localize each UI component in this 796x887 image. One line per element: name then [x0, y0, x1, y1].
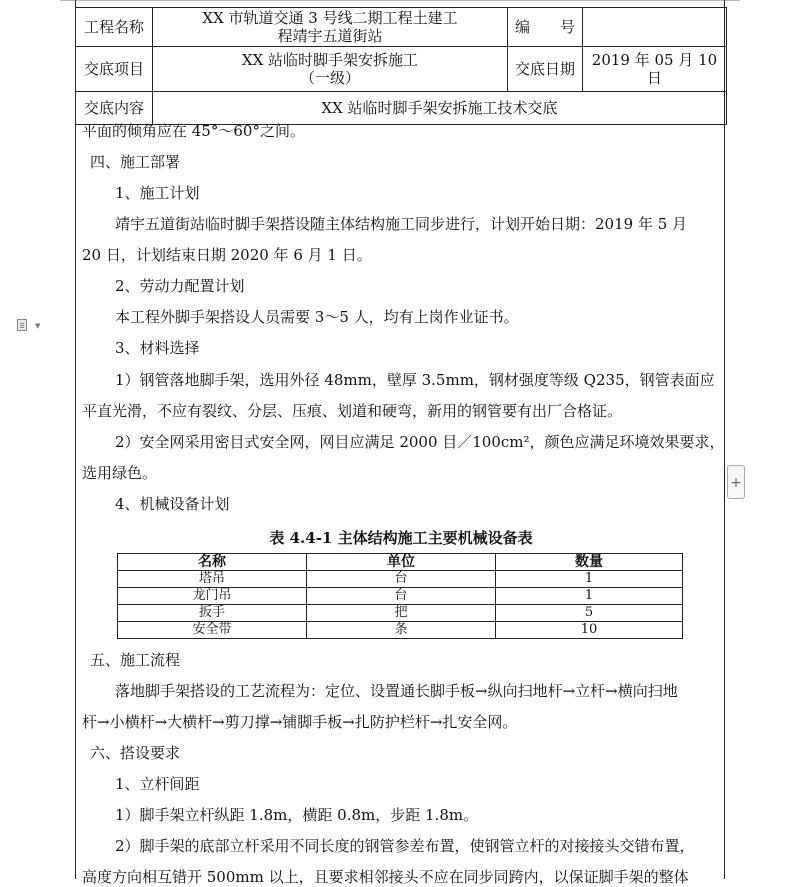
table-row — [118, 588, 683, 605]
number-label: 编 号 — [508, 8, 583, 47]
project-name-label: 工程名称 — [76, 8, 153, 47]
add-button[interactable]: + — [727, 465, 745, 499]
equipment-unit: 台 — [307, 588, 496, 605]
subsection-heading: 1、立杆间距 — [115, 775, 200, 793]
equipment-quantity: 1 — [496, 571, 683, 588]
equipment-quantity: 5 — [496, 605, 683, 622]
table-row — [118, 571, 683, 588]
disclosure-date-label: 交底日期 — [508, 47, 583, 92]
equipment-unit: 台 — [307, 571, 496, 588]
paragraph-line: 1）钢管落地脚手架，选用外径 48mm，壁厚 3.5mm，钢材强度等级 Q235，钢管表面应 — [115, 371, 715, 389]
equipment-name: 安全带 — [118, 622, 307, 639]
paragraph-line: 2）脚手架的底部立杆采用不同长度的钢管参差布置，使钢管立杆的对接接头交错布置， — [115, 837, 695, 855]
paragraph-line: 2）安全网采用密目式安全网，网目应满足 2000 目／100cm²，颜色应满足环境效果要求， — [115, 433, 725, 451]
equipment-unit: 条 — [307, 622, 496, 639]
disclosure-item-value — [153, 47, 508, 92]
paragraph-line: 高度方向相互错开 500mm 以上，且要求相邻接头不应在同步同跨内，以保证脚手架的整体 — [82, 868, 689, 886]
disclosure-item-line2: （一级） — [299, 69, 360, 87]
number-value — [583, 8, 727, 47]
table-row — [118, 622, 683, 639]
disclosure-content-value: XX 站临时脚手架安拆施工技术交底 — [153, 92, 727, 125]
equipment-table — [117, 553, 683, 639]
document-icon[interactable] — [17, 319, 27, 331]
equipment-unit: 把 — [307, 605, 496, 622]
section-heading: 五、施工流程 — [90, 651, 181, 669]
section-heading: 四、施工部署 — [90, 153, 181, 171]
paragraph-line: 1）脚手架立杆纵距 1.8m，横距 0.8m，步距 1.8m。 — [115, 806, 479, 824]
subsection-heading: 3、材料选择 — [115, 339, 200, 357]
chevron-down-icon[interactable]: ▼ — [35, 322, 41, 330]
equipment-name: 扳手 — [118, 605, 307, 622]
paragraph-line: 平直光滑，不应有裂纹、分层、压痕、划道和硬弯，新用的钢管要有出厂合格证。 — [82, 402, 623, 420]
equipment-name: 龙门吊 — [118, 588, 307, 605]
project-name-value — [153, 8, 508, 47]
project-name-line2: 程靖宇五道街站 — [277, 27, 383, 45]
column-header: 数量 — [496, 554, 683, 571]
paragraph-line: 选用绿色。 — [82, 464, 158, 482]
disclosure-item-line1: XX 站临时脚手架安拆施工 — [241, 51, 419, 69]
subsection-heading: 4、机械设备计划 — [115, 495, 230, 513]
subsection-heading: 1、施工计划 — [115, 184, 200, 202]
column-header: 单位 — [307, 554, 496, 571]
paragraph-line: 20 日，计划结束日期 2020 年 6 月 1 日。 — [82, 246, 372, 264]
paragraph-line: 靖宇五道街站临时脚手架搭设随主体结构施工同步进行，计划开始日期：2019 年 5 月 — [115, 215, 688, 233]
equipment-quantity: 10 — [496, 622, 683, 639]
table-row — [118, 605, 683, 622]
subsection-heading: 2、劳动力配置计划 — [115, 277, 245, 295]
disclosure-item-label: 交底项目 — [76, 47, 153, 92]
section-heading: 六、搭设要求 — [90, 744, 181, 762]
equipment-table-header-row — [118, 554, 683, 571]
disclosure-content-label: 交底内容 — [76, 92, 153, 125]
paragraph-line: 落地脚手架搭设的工艺流程为：定位、设置通长脚手板→纵向扫地杆→立杆→横向扫地 — [115, 682, 678, 700]
disclosure-header-table — [75, 7, 727, 125]
equipment-name: 塔吊 — [118, 571, 307, 588]
paragraph-line: 本工程外脚手架搭设人员需要 3～5 人，均有上岗作业证书。 — [115, 308, 519, 326]
paragraph-line: 杆→小横杆→大横杆→剪刀撑→铺脚手板→扎防护栏杆→扎安全网。 — [82, 713, 518, 731]
disclosure-date-value: 2019 年 05 月 10 日 — [583, 47, 727, 92]
paragraph-line: 平面的倾角应在 45°～60°之间。 — [82, 122, 305, 140]
equipment-quantity: 1 — [496, 588, 683, 605]
project-name-line1: XX 市轨道交通 3 号线二期工程土建工 — [202, 9, 458, 27]
column-header: 名称 — [118, 554, 307, 571]
table-caption: 表 4.4-1 主体结构施工主要机械设备表 — [269, 529, 533, 547]
